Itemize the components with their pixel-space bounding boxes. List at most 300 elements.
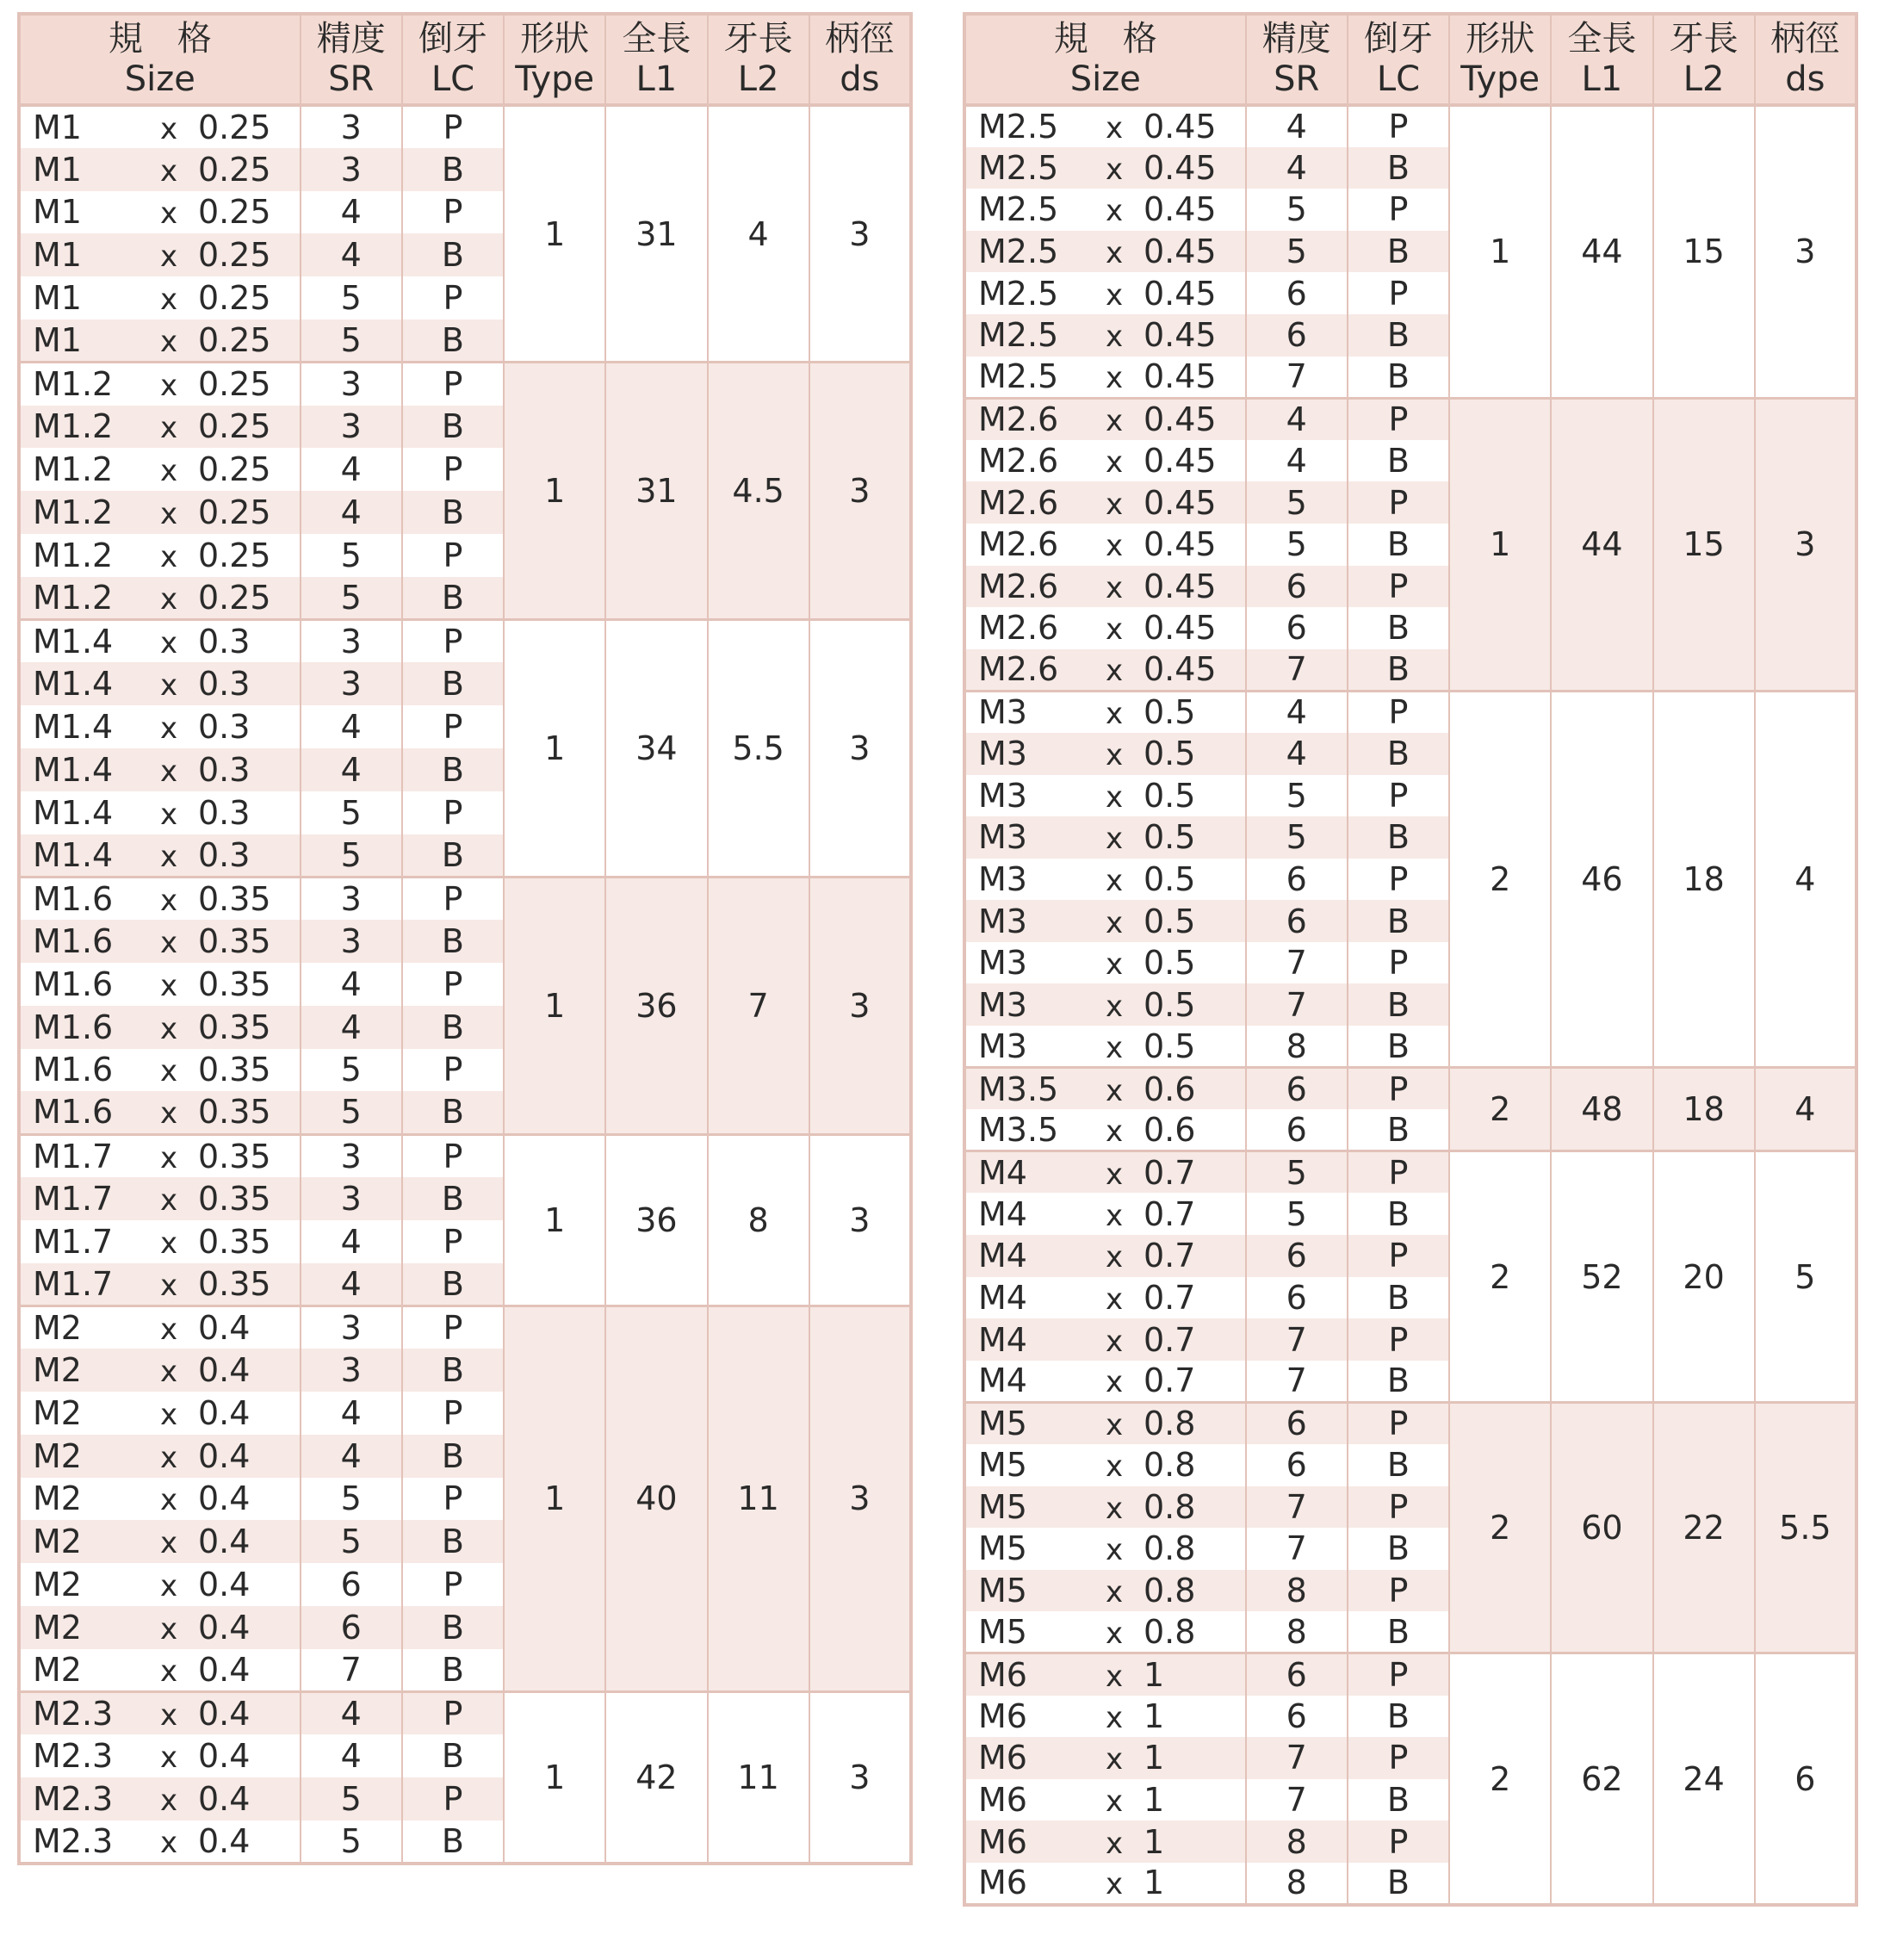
times-sign: x [1106, 738, 1124, 773]
thread-pitch: 0.5 [1144, 859, 1196, 898]
thread-pitch: 1 [1144, 1822, 1165, 1861]
lc-cell: P [402, 1777, 504, 1820]
size-cell [964, 1068, 1246, 1110]
thread-pitch: 0.45 [1144, 650, 1217, 689]
thread-pitch: 0.45 [1144, 442, 1217, 481]
thread-pitch: 0.7 [1144, 1194, 1196, 1233]
size-cell [19, 1306, 301, 1349]
lc-cell: B [402, 1649, 504, 1692]
thread-pitch: 0.35 [198, 1051, 271, 1089]
type-cell: 1 [1449, 398, 1551, 691]
l2-cell: 22 [1653, 1402, 1755, 1653]
sr-cell: 8 [1246, 1026, 1348, 1068]
lc-cell: B [1348, 1193, 1449, 1235]
l2-cell: 15 [1653, 398, 1755, 691]
header-type: 形狀 Type [504, 14, 605, 105]
size-cell [964, 691, 1246, 733]
thread-diameter: M1 [33, 150, 82, 189]
size-cell [964, 1151, 1246, 1194]
thread-diameter: M1.6 [33, 964, 114, 1003]
thread-diameter: M1.7 [33, 1264, 114, 1303]
times-sign: x [160, 454, 178, 489]
thread-pitch: 0.8 [1144, 1572, 1196, 1610]
sr-cell: 7 [1246, 357, 1348, 399]
times-sign: x [160, 711, 178, 747]
thread-diameter: M2 [33, 1479, 82, 1518]
lc-cell: P [1348, 1820, 1449, 1863]
lc-cell: P [402, 448, 504, 491]
l2-cell: 5.5 [708, 620, 809, 878]
thread-pitch: 0.7 [1144, 1320, 1196, 1359]
sr-cell: 4 [301, 1220, 402, 1263]
thread-pitch: 0.45 [1144, 567, 1217, 605]
times-sign: x [1106, 1198, 1124, 1233]
size-cell [964, 1402, 1246, 1444]
lc-cell: B [1348, 649, 1449, 692]
ds-cell: 3 [809, 1691, 911, 1863]
lc-cell: B [1348, 1109, 1449, 1151]
type-cell: 2 [1449, 1151, 1551, 1403]
table-row [964, 1653, 1856, 1696]
thread-diameter: M1.4 [33, 708, 114, 747]
thread-diameter: M1.4 [33, 750, 114, 789]
header-lc: 倒牙 LC [1348, 14, 1449, 105]
thread-pitch: 0.4 [198, 1308, 251, 1347]
thread-diameter: M2.3 [33, 1695, 114, 1734]
thread-pitch: 0.4 [198, 1821, 251, 1860]
thread-diameter: M1.6 [33, 1093, 114, 1132]
size-cell [19, 662, 301, 705]
lc-cell: P [402, 1049, 504, 1092]
table-row [964, 1068, 1856, 1110]
thread-pitch: 0.7 [1144, 1153, 1196, 1192]
times-sign: x [160, 668, 178, 704]
lc-cell: B [1348, 816, 1449, 859]
lc-cell: B [1348, 524, 1449, 566]
l2-cell: 11 [708, 1691, 809, 1863]
thread-diameter: M5 [978, 1572, 1027, 1610]
thread-diameter: M1.6 [33, 879, 114, 918]
l1-cell: 36 [605, 877, 707, 1134]
lc-cell: B [402, 1006, 504, 1049]
thread-diameter: M1.6 [33, 1051, 114, 1089]
times-sign: x [160, 1611, 178, 1647]
times-sign: x [160, 797, 178, 832]
sr-cell: 3 [301, 1349, 402, 1392]
times-sign: x [1106, 319, 1124, 355]
thread-pitch: 0.7 [1144, 1278, 1196, 1317]
sr-cell: 6 [1246, 1068, 1348, 1110]
thread-diameter: M5 [978, 1529, 1027, 1568]
type-cell: 1 [504, 1691, 605, 1863]
thread-diameter: M2.5 [978, 233, 1059, 271]
thread-pitch: 0.45 [1144, 190, 1217, 229]
l2-cell: 18 [1653, 691, 1755, 1067]
thread-pitch: 0.4 [198, 1737, 251, 1776]
l2-cell: 8 [708, 1134, 809, 1306]
lc-cell: B [402, 1177, 504, 1220]
size-cell [964, 398, 1246, 440]
ds-cell: 3 [809, 363, 911, 620]
thread-diameter: M6 [978, 1781, 1027, 1820]
thread-pitch: 1 [1144, 1864, 1165, 1902]
times-sign: x [1106, 863, 1124, 898]
lc-cell: P [1348, 105, 1449, 147]
thread-pitch: 0.6 [1144, 1110, 1196, 1149]
times-sign: x [1106, 1575, 1124, 1610]
thread-diameter: M1.4 [33, 835, 114, 874]
sr-cell: 5 [301, 1820, 402, 1864]
times-sign: x [160, 926, 178, 961]
times-sign: x [1106, 989, 1124, 1024]
lc-cell: P [402, 191, 504, 234]
table-row [19, 105, 911, 148]
size-cell [19, 1435, 301, 1478]
sr-cell: 7 [1246, 983, 1348, 1026]
lc-cell: P [402, 276, 504, 319]
lc-cell: B [402, 319, 504, 363]
sr-cell: 6 [1246, 1696, 1348, 1738]
sr-cell: 5 [1246, 231, 1348, 273]
thread-diameter: M5 [978, 1487, 1027, 1526]
thread-pitch: 0.25 [198, 321, 271, 360]
size-cell [964, 649, 1246, 692]
thread-diameter: M3 [978, 776, 1027, 815]
thread-pitch: 0.25 [198, 279, 271, 318]
thread-diameter: M2.5 [978, 190, 1059, 229]
times-sign: x [1106, 1073, 1124, 1108]
times-sign: x [1106, 1365, 1124, 1400]
thread-diameter: M2 [33, 1608, 82, 1647]
sr-cell: 4 [301, 1691, 402, 1734]
lc-cell: P [1348, 1653, 1449, 1696]
thread-pitch: 0.45 [1144, 357, 1217, 396]
thread-diameter: M1.7 [33, 1179, 114, 1218]
thread-pitch: 0.4 [198, 1565, 251, 1603]
table-row [964, 105, 1856, 147]
times-sign: x [160, 1440, 178, 1475]
lc-cell: B [1348, 1528, 1449, 1570]
size-cell [964, 272, 1246, 314]
size-cell [19, 1006, 301, 1049]
size-cell [964, 440, 1246, 482]
lc-cell: B [1348, 1611, 1449, 1653]
l2-cell: 4 [708, 105, 809, 363]
lc-cell: P [1348, 1235, 1449, 1277]
type-cell: 1 [504, 105, 605, 363]
size-cell [19, 1392, 301, 1435]
thread-diameter: M6 [978, 1864, 1027, 1902]
thread-pitch: 0.35 [198, 1093, 271, 1132]
times-sign: x [1106, 1157, 1124, 1192]
thread-pitch: 0.35 [198, 922, 271, 961]
size-cell [19, 1478, 301, 1521]
thread-pitch: 0.25 [198, 365, 271, 404]
sr-cell: 5 [301, 276, 402, 319]
thread-pitch: 0.3 [198, 665, 251, 704]
thread-pitch: 0.45 [1144, 400, 1217, 439]
ds-cell: 3 [809, 1134, 911, 1306]
thread-pitch: 0.3 [198, 708, 251, 747]
ds-cell: 4 [1755, 1068, 1856, 1151]
l1-cell: 31 [605, 105, 707, 363]
size-cell [19, 877, 301, 920]
lc-cell: P [1348, 189, 1449, 231]
times-sign: x [1106, 236, 1124, 271]
lc-cell: P [1348, 775, 1449, 817]
thread-pitch: 0.4 [198, 1479, 251, 1518]
sr-cell: 6 [1246, 1402, 1348, 1444]
lc-cell: B [402, 233, 504, 276]
times-sign: x [160, 411, 178, 446]
size-cell [964, 733, 1246, 775]
thread-pitch: 0.5 [1144, 776, 1196, 815]
sr-cell: 7 [1246, 942, 1348, 984]
lc-cell: P [402, 1392, 504, 1435]
sr-cell: 5 [1246, 816, 1348, 859]
header-ds: 柄徑 ds [1755, 14, 1856, 105]
lc-cell: P [402, 620, 504, 663]
size-cell [19, 1734, 301, 1777]
thread-diameter: M3 [978, 818, 1027, 857]
thread-pitch: 0.4 [198, 1436, 251, 1475]
size-cell [964, 1277, 1246, 1319]
thread-pitch: 0.45 [1144, 483, 1217, 522]
thread-diameter: M1.6 [33, 1008, 114, 1046]
sr-cell: 8 [1246, 1863, 1348, 1905]
thread-diameter: M4 [978, 1194, 1027, 1233]
thread-diameter: M1.2 [33, 536, 114, 574]
thread-pitch: 0.35 [198, 964, 271, 1003]
header-row [19, 14, 911, 105]
lc-cell: P [1348, 481, 1449, 524]
lc-cell: B [1348, 147, 1449, 189]
size-cell [19, 1691, 301, 1734]
times-sign: x [160, 883, 178, 918]
ds-cell: 5.5 [1755, 1402, 1856, 1653]
lc-cell: P [402, 1691, 504, 1734]
sr-cell: 4 [301, 705, 402, 748]
thread-diameter: M6 [978, 1696, 1027, 1735]
size-cell [964, 1779, 1246, 1821]
thread-diameter: M6 [978, 1656, 1027, 1695]
thread-diameter: M2.5 [978, 316, 1059, 355]
times-sign: x [160, 539, 178, 574]
l1-cell: 40 [605, 1306, 707, 1691]
thread-pitch: 0.4 [198, 1695, 251, 1734]
times-sign: x [1106, 654, 1124, 689]
size-cell [964, 607, 1246, 649]
sr-cell: 4 [301, 191, 402, 234]
type-cell: 1 [504, 1134, 605, 1306]
size-cell [964, 524, 1246, 566]
times-sign: x [1106, 1533, 1124, 1568]
thread-diameter: M3 [978, 944, 1027, 983]
header-l2: 牙長 L2 [708, 14, 809, 105]
thread-diameter: M1.7 [33, 1137, 114, 1175]
thread-diameter: M1.2 [33, 578, 114, 617]
sr-cell: 5 [301, 1520, 402, 1563]
sr-cell: 5 [301, 1091, 402, 1134]
thread-pitch: 0.8 [1144, 1446, 1196, 1485]
sr-cell: 3 [301, 406, 402, 449]
times-sign: x [160, 968, 178, 1003]
l2-cell: 11 [708, 1306, 809, 1691]
thread-diameter: M4 [978, 1153, 1027, 1192]
thread-pitch: 0.25 [198, 236, 271, 275]
sr-cell: 3 [301, 363, 402, 406]
size-cell [19, 577, 301, 620]
thread-diameter: M2.6 [978, 483, 1059, 522]
sr-cell: 5 [1246, 1193, 1348, 1235]
size-cell [19, 791, 301, 834]
header-sr: 精度 SR [301, 14, 402, 105]
size-cell [964, 900, 1246, 942]
l2-cell: 7 [708, 877, 809, 1134]
thread-diameter: M4 [978, 1278, 1027, 1317]
times-sign: x [160, 1096, 178, 1132]
sr-cell: 6 [1246, 607, 1348, 649]
thread-diameter: M3 [978, 693, 1027, 732]
sr-cell: 4 [1246, 147, 1348, 189]
times-sign: x [1106, 194, 1124, 229]
thread-diameter: M2.6 [978, 609, 1059, 648]
type-cell: 2 [1449, 1402, 1551, 1653]
sr-cell: 6 [1246, 1235, 1348, 1277]
sr-cell: 4 [1246, 733, 1348, 775]
times-sign: x [160, 1825, 178, 1860]
size-cell [19, 748, 301, 791]
times-sign: x [1106, 1700, 1124, 1735]
size-cell [964, 1444, 1246, 1486]
thread-diameter: M2.5 [978, 274, 1059, 313]
sr-cell: 7 [1246, 1486, 1348, 1529]
thread-diameter: M2 [33, 1436, 82, 1475]
lc-cell: B [1348, 900, 1449, 942]
size-cell [964, 1653, 1246, 1696]
times-sign: x [160, 1355, 178, 1389]
times-sign: x [160, 1526, 178, 1561]
lc-cell: B [1348, 1696, 1449, 1738]
sr-cell: 5 [301, 791, 402, 834]
times-sign: x [160, 1182, 178, 1218]
thread-diameter: M1 [33, 236, 82, 275]
lc-cell: P [1348, 398, 1449, 440]
thread-diameter: M3.5 [978, 1070, 1059, 1108]
table-row [964, 1151, 1856, 1194]
lc-cell: P [402, 877, 504, 920]
times-sign: x [160, 626, 178, 661]
size-cell [964, 1318, 1246, 1361]
times-sign: x [160, 1740, 178, 1776]
sr-cell: 6 [1246, 859, 1348, 901]
thread-diameter: M3 [978, 735, 1027, 773]
size-cell [19, 1606, 301, 1649]
table-row [19, 1306, 911, 1349]
size-cell [964, 1696, 1246, 1738]
sr-cell: 7 [301, 1649, 402, 1692]
lc-cell: B [1348, 1277, 1449, 1319]
ds-cell: 5 [1755, 1151, 1856, 1403]
thread-pitch: 0.8 [1144, 1612, 1196, 1651]
lc-cell: B [402, 577, 504, 620]
ds-cell: 3 [1755, 105, 1856, 398]
thread-pitch: 0.35 [198, 1137, 271, 1175]
thread-diameter: M1 [33, 321, 82, 360]
thread-pitch: 0.5 [1144, 902, 1196, 940]
size-cell [19, 1049, 301, 1092]
sr-cell: 4 [1246, 105, 1348, 147]
times-sign: x [160, 111, 178, 146]
lc-cell: B [1348, 314, 1449, 357]
lc-cell: B [1348, 1026, 1449, 1068]
lc-cell: B [402, 491, 504, 534]
sr-cell: 3 [301, 877, 402, 920]
lc-cell: B [1348, 607, 1449, 649]
size-cell [964, 1109, 1246, 1151]
lc-cell: P [1348, 566, 1449, 608]
sr-cell: 7 [1246, 1528, 1348, 1570]
lc-cell: P [402, 963, 504, 1006]
times-sign: x [1106, 570, 1124, 605]
sr-cell: 4 [301, 1263, 402, 1306]
sr-cell: 3 [301, 1134, 402, 1177]
lc-cell: B [402, 1435, 504, 1478]
thread-diameter: M2 [33, 1393, 82, 1432]
size-cell [964, 231, 1246, 273]
lc-cell: P [402, 705, 504, 748]
thread-pitch: 0.45 [1144, 148, 1217, 187]
size-cell [19, 1220, 301, 1263]
thread-pitch: 0.35 [198, 879, 271, 918]
sr-cell: 5 [301, 834, 402, 878]
lc-cell: B [402, 1091, 504, 1134]
table-row [19, 1134, 911, 1177]
sr-cell: 7 [1246, 649, 1348, 692]
size-cell [964, 1486, 1246, 1529]
thread-diameter: M1.6 [33, 922, 114, 961]
ds-cell: 3 [809, 1306, 911, 1691]
times-sign: x [160, 754, 178, 789]
lc-cell: B [402, 406, 504, 449]
thread-pitch: 0.25 [198, 536, 271, 574]
type-cell: 2 [1449, 1068, 1551, 1151]
size-cell [964, 1361, 1246, 1403]
times-sign: x [1106, 1742, 1124, 1777]
ds-cell: 3 [809, 105, 911, 363]
size-cell [964, 481, 1246, 524]
times-sign: x [1106, 905, 1124, 940]
thread-diameter: M3 [978, 1027, 1027, 1065]
sr-cell: 8 [1246, 1570, 1348, 1612]
size-cell [19, 1777, 301, 1820]
size-cell [19, 705, 301, 748]
thread-pitch: 0.7 [1144, 1237, 1196, 1275]
thread-diameter: M1.4 [33, 665, 114, 704]
table-row [964, 691, 1856, 733]
l2-cell: 24 [1653, 1653, 1755, 1905]
size-cell [964, 1863, 1246, 1905]
lc-cell: P [402, 363, 504, 406]
lc-cell: P [402, 105, 504, 148]
lc-cell: B [1348, 1779, 1449, 1821]
lc-cell: P [1348, 942, 1449, 984]
times-sign: x [1106, 1659, 1124, 1695]
thread-pitch: 0.35 [198, 1222, 271, 1261]
l2-cell: 15 [1653, 105, 1755, 398]
thread-pitch: 0.3 [198, 750, 251, 789]
thread-diameter: M5 [978, 1446, 1027, 1485]
